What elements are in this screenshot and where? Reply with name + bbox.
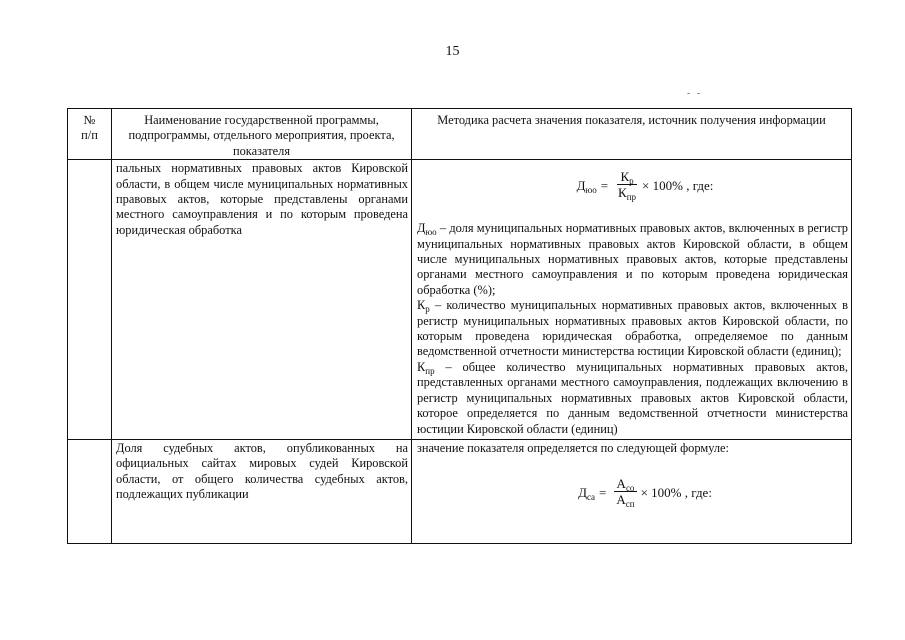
formula-lhs: $Д_{юо}$ <box>576 177 597 195</box>
formula-tail: × 100% , где: <box>642 177 714 193</box>
row-number <box>68 160 112 440</box>
page-number: 15 <box>445 44 460 59</box>
fraction-numerator: $К_р$ <box>617 170 636 185</box>
fraction-numerator: $А_{со}$ <box>614 477 638 492</box>
formula-fraction <box>613 476 637 510</box>
header-row <box>68 109 852 160</box>
definition: $Д_{юо}$ – доля муниципальных нормативных правовых актов, включенных в регистр муниципальных нормативных правовых актов Кировской области, в общем числе муниципальных нормативных правовых актов, которые представлены органами местного самоуправления и по которым проведена юридическая обработка (%); <box>417 221 848 297</box>
formula-equals: = <box>599 484 607 500</box>
indicator-name: пальных нормативных правовых актов Кировской области, в общем числе муниципальных нормативных правовых актов, которые представлены органами местного самоуправления и по которым проведена юридическая обработка <box>112 160 412 440</box>
header-name: Наименование государственной программы, подпрограммы, отдельного мероприятия, проекта, показателя <box>112 109 412 160</box>
indicator-table <box>67 108 852 544</box>
definition: $К_р$ – количество муниципальных нормативных правовых актов, включенных в регистр муниципальных нормативных правовых актов Кировской области, по которым проведена юридическая обработка, определяемое по данным ведомственной отчетности министерства юстиции Кировской области (единиц); <box>417 298 848 359</box>
formula-fraction <box>615 169 639 203</box>
formula <box>442 165 848 205</box>
definition: $К_{пр}$ – общее количество муниципальных нормативных правовых актов, представленных органами местного самоуправления, подлежащих включению в регистр муниципальных нормативных правовых актов Кировской области, которое определяется по данным ведомственной отчетности министерства юстиции Кировской области (единиц) <box>417 359 848 436</box>
indicator-name: Доля судебных актов, опубликованных на официальных сайтах мировых судей Кировской области, от общего количества судебных актов, подлежащих публикации <box>112 439 412 543</box>
fraction-denominator: $К_{пр}$ <box>618 185 637 203</box>
method-cell <box>412 439 852 543</box>
method-intro: значение показателя определяется по следующей формуле: <box>417 440 729 455</box>
formula-equals: = <box>600 177 609 193</box>
formula-lhs: $Д_{са}$ <box>578 484 596 502</box>
row-number <box>68 439 112 543</box>
header-method: Методика расчета значения показателя, источник получения информации <box>412 109 852 160</box>
fraction-denominator: $А_{сп}$ <box>616 492 635 510</box>
header-number: № п/п <box>68 109 112 160</box>
method-cell <box>412 160 852 440</box>
scan-mark: - - <box>687 88 703 99</box>
table-row <box>68 439 852 543</box>
formula-tail: × 100% , где: <box>640 484 712 500</box>
formula <box>442 472 848 512</box>
table-row <box>68 160 852 440</box>
